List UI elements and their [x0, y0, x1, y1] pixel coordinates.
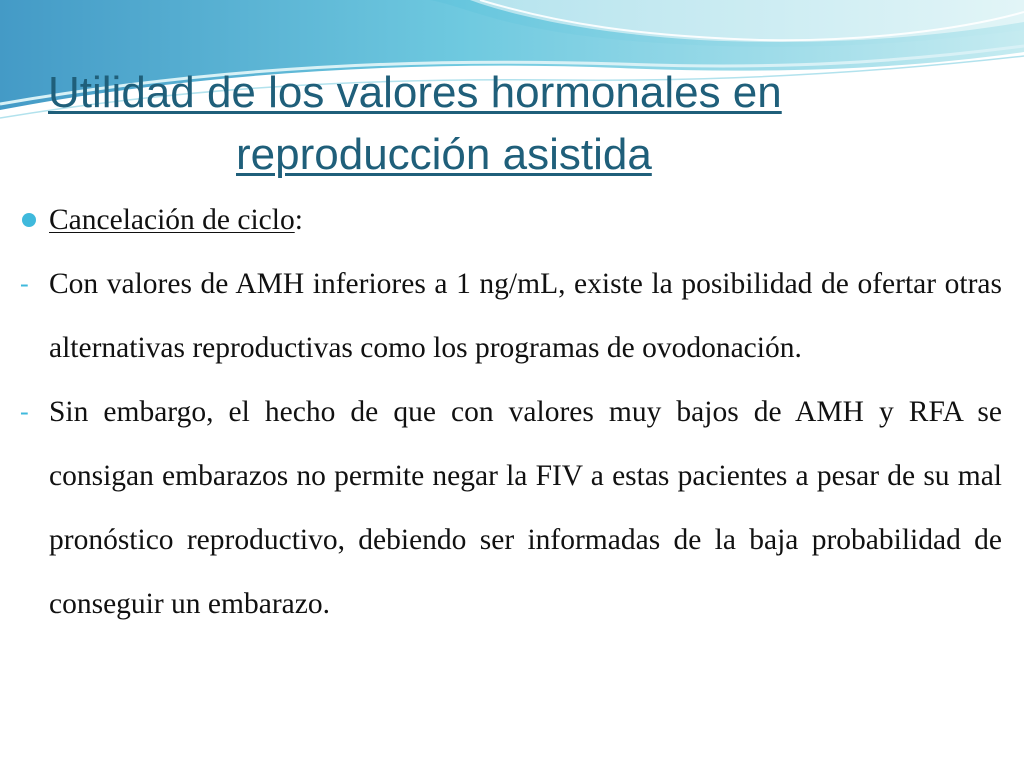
- slide-body: [22, 188, 1002, 636]
- bullet-heading-suffix: :: [294, 204, 303, 236]
- bullet-dot-icon: [22, 213, 36, 227]
- bullet-heading: Cancelación de ciclo: [49, 204, 295, 236]
- dash-item-text: Con valores de AMH inferiores a 1 ng/mL, existe la posibilidad de ofertar otras alternativas reproductivas como los programas de ovodonación.: [49, 268, 1002, 364]
- dash-item-text: Sin embargo, el hecho de que con valores muy bajos de AMH y RFA se consigan embarazos no permite negar la FIV a estas pacientes a pesar de su mal pronóstico reproductivo, debiendo ser informadas de la baja probabilidad de conseguir un embarazo.: [49, 396, 1002, 620]
- slide-title-line-1: Utilidad de los valores hormonales en: [48, 68, 782, 117]
- dash-marker: -: [20, 269, 29, 298]
- bullet-item: [22, 188, 1002, 252]
- dash-item: [22, 380, 1002, 636]
- dash-marker: -: [20, 397, 29, 426]
- slide-title: [0, 62, 1024, 186]
- slide-title-line-2: reproducción asistida: [236, 130, 652, 179]
- dash-item: [22, 252, 1002, 380]
